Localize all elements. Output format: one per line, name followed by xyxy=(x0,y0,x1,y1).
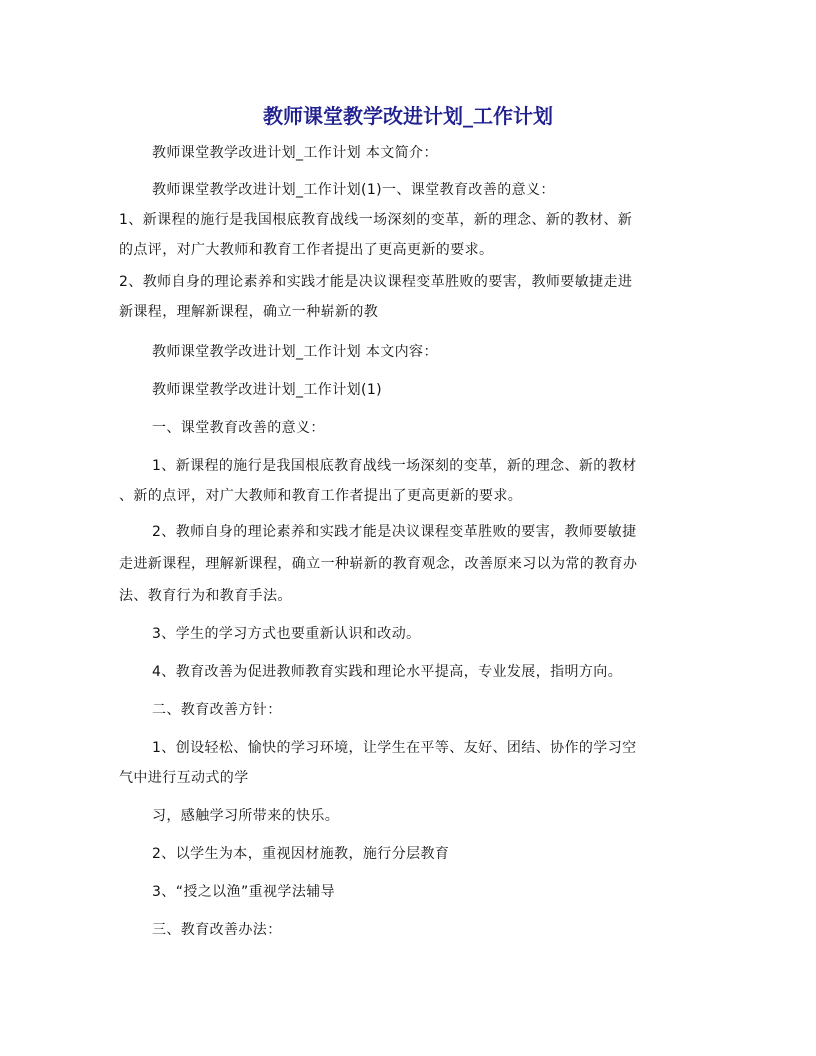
section-2-point-2: 2、以学生为本，重视因材施教，施行分层教育 xyxy=(152,846,450,862)
section-1-point-2-line-2: 走进新课程，理解新课程，确立一种崭新的教育观念，改善原来习以为常的教育办 xyxy=(119,556,638,572)
content-heading: 教师课堂教学改进计划_工作计划 本文内容： xyxy=(152,344,438,360)
content-subtitle: 教师课堂教学改进计划_工作计划(1) xyxy=(152,382,383,398)
intro-heading: 教师课堂教学改进计划_工作计划 本文简介： xyxy=(152,145,438,161)
section-2-point-1-line-2: 气中进行互动式的学 xyxy=(119,770,249,786)
intro-point-1-line-1: 1、新课程的施行是我国根底教育战线一场深刻的变革，新的理念、新的教材、新 xyxy=(119,212,633,228)
intro-point-2-line-1: 2、教师自身的理论素养和实践才能是决议课程变革胜败的要害，教师要敏捷走进 xyxy=(119,274,633,290)
section-2-point-1-line-3: 习，感触学习所带来的快乐。 xyxy=(152,808,340,824)
section-1-heading: 一、课堂教育改善的意义： xyxy=(152,420,325,436)
section-1-point-4: 4、教育改善为促进教师教育实践和理论水平提高，专业发展，指明方向。 xyxy=(152,664,623,680)
intro-point-2-line-2: 新课程，理解新课程，确立一种崭新的教 xyxy=(119,304,379,320)
section-1-point-1-line-1: 1、新课程的施行是我国根底教育战线一场深刻的变革，新的理念、新的教材 xyxy=(152,458,637,474)
section-1-point-1-line-2: 、新的点评，对广大教师和教育工作者提出了更高更新的要求。 xyxy=(119,488,523,504)
section-2-point-3: 3、“授之以渔”重视学法辅导 xyxy=(152,884,336,900)
intro-point-1-line-2: 的点评，对广大教师和教育工作者提出了更高更新的要求。 xyxy=(119,242,494,258)
section-3-heading: 三、教育改善办法： xyxy=(152,922,282,938)
intro-summary-line: 教师课堂教学改进计划_工作计划(1)一、课堂教育改善的意义： xyxy=(152,182,555,198)
section-1-point-3: 3、学生的学习方式也要重新认识和改动。 xyxy=(152,626,421,642)
section-2-heading: 二、教育改善方针： xyxy=(152,702,282,718)
section-1-point-2-line-1: 2、教师自身的理论素养和实践才能是决议课程变革胜败的要害，教师要敏捷 xyxy=(152,524,637,540)
section-2-point-1-line-1: 1、创设轻松、愉快的学习环境，让学生在平等、友好、团结、协作的学习空 xyxy=(152,740,637,756)
section-1-point-2-line-3: 法、教育行为和教育手法。 xyxy=(119,588,292,604)
document-title: 教师课堂教学改进计划_工作计划 xyxy=(263,104,553,128)
